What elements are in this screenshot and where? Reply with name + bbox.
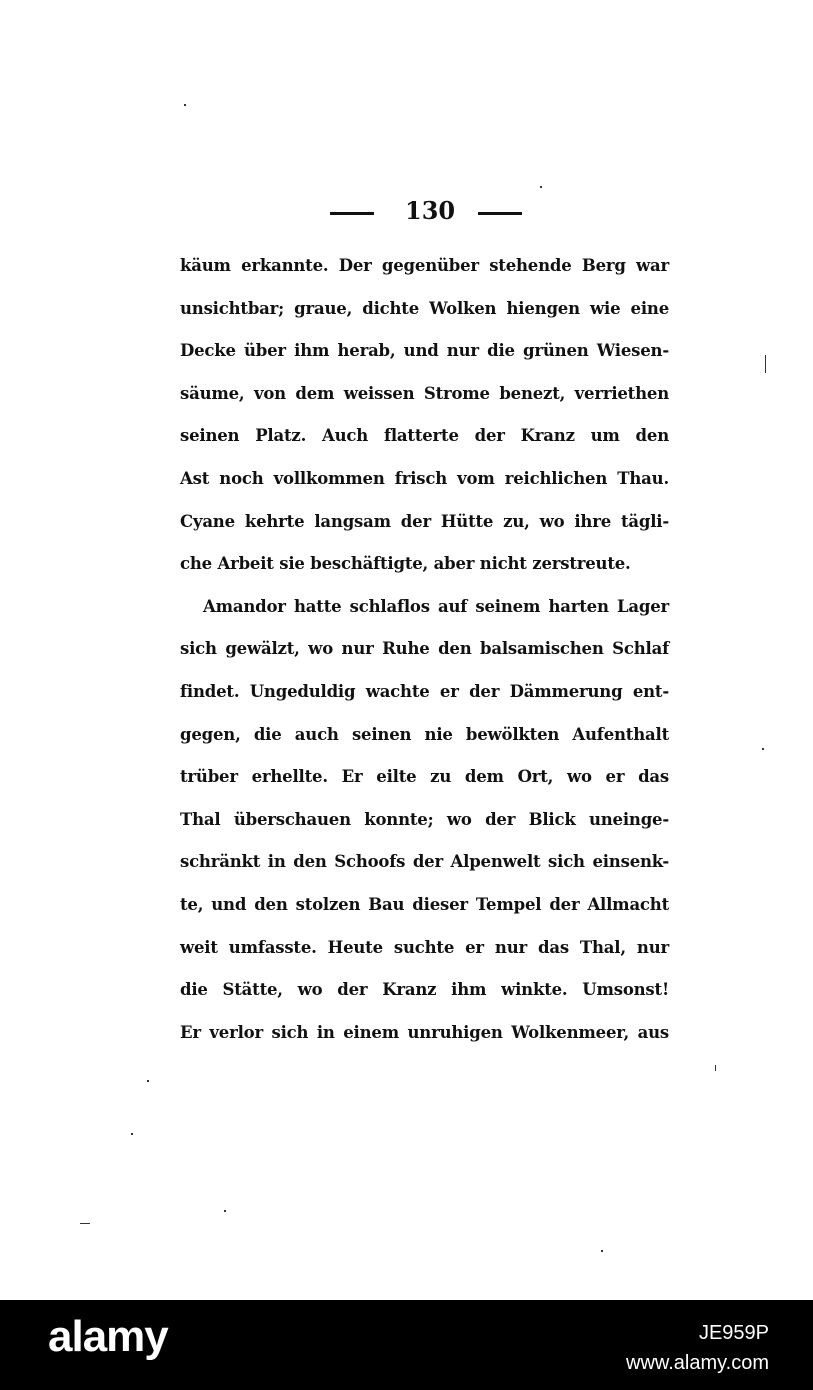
- text-line: unsichtbar; graue, dichte Wolken hiengen wie eine: [180, 298, 669, 318]
- scan-speck: [147, 1080, 149, 1082]
- text-line: Er verlor sich in einem unruhigen Wolkenmeer, aus: [180, 1022, 669, 1042]
- image-id: JE959P: [698, 1322, 769, 1344]
- scan-speck: [80, 1223, 90, 1224]
- page-header: [0, 196, 813, 232]
- scan-speck: [765, 355, 766, 373]
- body-text: [180, 245, 669, 1054]
- alamy-logo: alamy: [48, 1312, 168, 1361]
- text-line: te, und den stolzen Bau dieser Tempel der Allmacht: [180, 894, 669, 914]
- scan-speck: [601, 1250, 603, 1252]
- text-line: säume, von dem weissen Strome benezt, verriethen: [180, 383, 669, 403]
- text-line: Decke über ihm herab, und nur die grünen Wiesen-: [180, 341, 669, 361]
- text-line: Ast noch vollkommen frisch vom reichlichen Thau.: [180, 468, 669, 488]
- text-line: trüber erhellte. Er eilte zu dem Ort, wo er das: [180, 767, 669, 787]
- text-line: findet. Ungeduldig wachte er der Dämmerung ent-: [180, 681, 669, 701]
- header-rule-right: [478, 212, 522, 215]
- scan-speck: [762, 748, 764, 750]
- scan-speck: [540, 186, 542, 188]
- text-line: die Stätte, wo der Kranz ihm winkte. Umsonst!: [180, 980, 669, 1000]
- website-url: www.alamy.com: [626, 1352, 769, 1374]
- text-line: gegen, die auch seinen nie bewölkten Aufenthalt: [180, 724, 669, 744]
- text-line: Thal überschauen konnte; wo der Blick uneinge-: [180, 809, 669, 829]
- header-rule-left: [330, 212, 374, 215]
- text-line: käum erkannte. Der gegenüber stehende Berg war: [180, 256, 669, 275]
- text-line: schränkt in den Schoofs der Alpenwelt sich einsenk-: [180, 852, 669, 872]
- paragraph-2: [180, 586, 669, 1055]
- scan-speck: [184, 104, 186, 106]
- text-line: che Arbeit sie beschäftigte, aber nicht zerstreute.: [180, 554, 631, 574]
- text-line: Cyane kehrte langsam der Hütte zu, wo ihre tägli-: [180, 511, 669, 531]
- text-line: sich gewälzt, wo nur Ruhe den balsamischen Schlaf: [180, 639, 669, 659]
- paragraph-1: [180, 245, 669, 586]
- text-line: seinen Platz. Auch flatterte der Kranz um den: [180, 426, 669, 446]
- page-number: 130: [405, 196, 456, 225]
- scan-speck: [224, 1210, 226, 1212]
- text-line: weit umfasste. Heute suchte er nur das Thal, nur: [180, 937, 669, 957]
- text-line: Amandor hatte schlaflos auf seinem harten Lager: [203, 596, 669, 616]
- watermark-footer: [0, 1300, 813, 1390]
- scan-speck: [715, 1065, 716, 1071]
- scan-speck: [131, 1133, 133, 1135]
